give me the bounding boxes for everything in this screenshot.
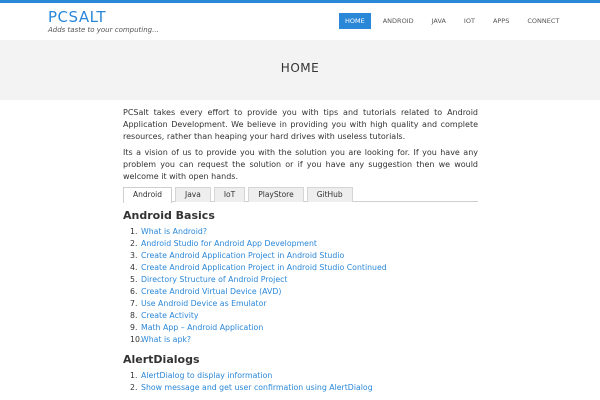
nav-item-java[interactable]: JAVA (431, 17, 446, 25)
list-item: 7. Use Android Device as Emulator (130, 299, 267, 308)
site-logo[interactable]: PCSALT (48, 8, 107, 26)
tutorial-link[interactable]: Use Android Device as Emulator (141, 299, 267, 308)
tab-java[interactable]: Java (175, 187, 211, 202)
main-nav (339, 13, 571, 29)
list-item: 4. Create Android Application Project in Android Studio Continued (130, 263, 387, 272)
nav-item-android[interactable]: ANDROID (382, 17, 414, 25)
tab-iot[interactable]: IoT (214, 187, 245, 202)
nav-item-home[interactable]: HOME (339, 13, 371, 29)
tutorial-link[interactable]: Create Android Application Project in Android Studio Continued (141, 263, 387, 272)
site-header (0, 3, 600, 40)
list-item: 1. AlertDialog to display information (130, 371, 273, 380)
section-title-alertdialogs: AlertDialogs (123, 353, 200, 366)
tutorial-link[interactable]: Directory Structure of Android Project (141, 275, 288, 284)
nav-item-apps[interactable]: APPS (492, 17, 510, 25)
main-content (123, 107, 478, 394)
section-title-android-basics: Android Basics (123, 209, 215, 222)
page-hero (0, 40, 600, 100)
tutorial-link[interactable]: Show message and get user confirmation using AlertDialog (141, 383, 373, 392)
list-item: 1. What is Android? (130, 227, 207, 236)
android-basics-list (123, 226, 478, 346)
tutorial-link[interactable]: Create Android Virtual Device (AVD) (141, 287, 282, 296)
list-item: 2. Android Studio for Android App Development (130, 239, 317, 248)
page-title: HOME (280, 61, 320, 75)
category-tabs (123, 187, 478, 202)
tab-playstore[interactable]: PlayStore (248, 187, 303, 202)
tutorial-link[interactable]: Math App – Android Application (141, 323, 264, 332)
tutorial-link[interactable]: Create Activity (141, 311, 199, 320)
list-item: 9. Math App – Android Application (130, 323, 264, 332)
list-item: 6. Create Android Virtual Device (AVD) (130, 287, 282, 296)
tutorial-link[interactable]: Android Studio for Android App Development (141, 239, 317, 248)
nav-item-connect[interactable]: CONNECT (527, 17, 560, 25)
tutorial-link[interactable]: Create Android Application Project in Android Studio (141, 251, 345, 260)
nav-item-iot[interactable]: IOT (463, 17, 475, 25)
tutorial-link[interactable]: What is Android? (141, 227, 207, 236)
tutorial-link[interactable]: What is apk? (141, 335, 192, 344)
tab-android[interactable]: Android (123, 187, 172, 203)
alertdialogs-list (123, 370, 478, 394)
tutorial-link[interactable]: AlertDialog to display information (141, 371, 273, 380)
list-item: 10.What is apk? (130, 335, 192, 344)
tab-github[interactable]: GitHub (307, 187, 353, 202)
list-item: 5. Directory Structure of Android Project (130, 275, 288, 284)
list-item: 3. Create Android Application Project in Android Studio (130, 251, 345, 260)
intro-paragraph: PCSalt takes every effort to provide you with tips and tutorials related to Android Application Development. We believe in providing you with high quality and complete resources, rather than heaping your hard drives with useless tutorials. (123, 108, 478, 141)
list-item: 8. Create Activity (130, 311, 199, 320)
site-tagline: Adds taste to your computing... (48, 26, 159, 34)
vision-paragraph: Its a vision of us to provide you with the solution you are looking for. If you have any problem you can request the solution or if you have any suggestion then we would welcome it with open hands. (123, 148, 478, 181)
list-item: 2. Show message and get user confirmation using AlertDialog (130, 383, 373, 392)
